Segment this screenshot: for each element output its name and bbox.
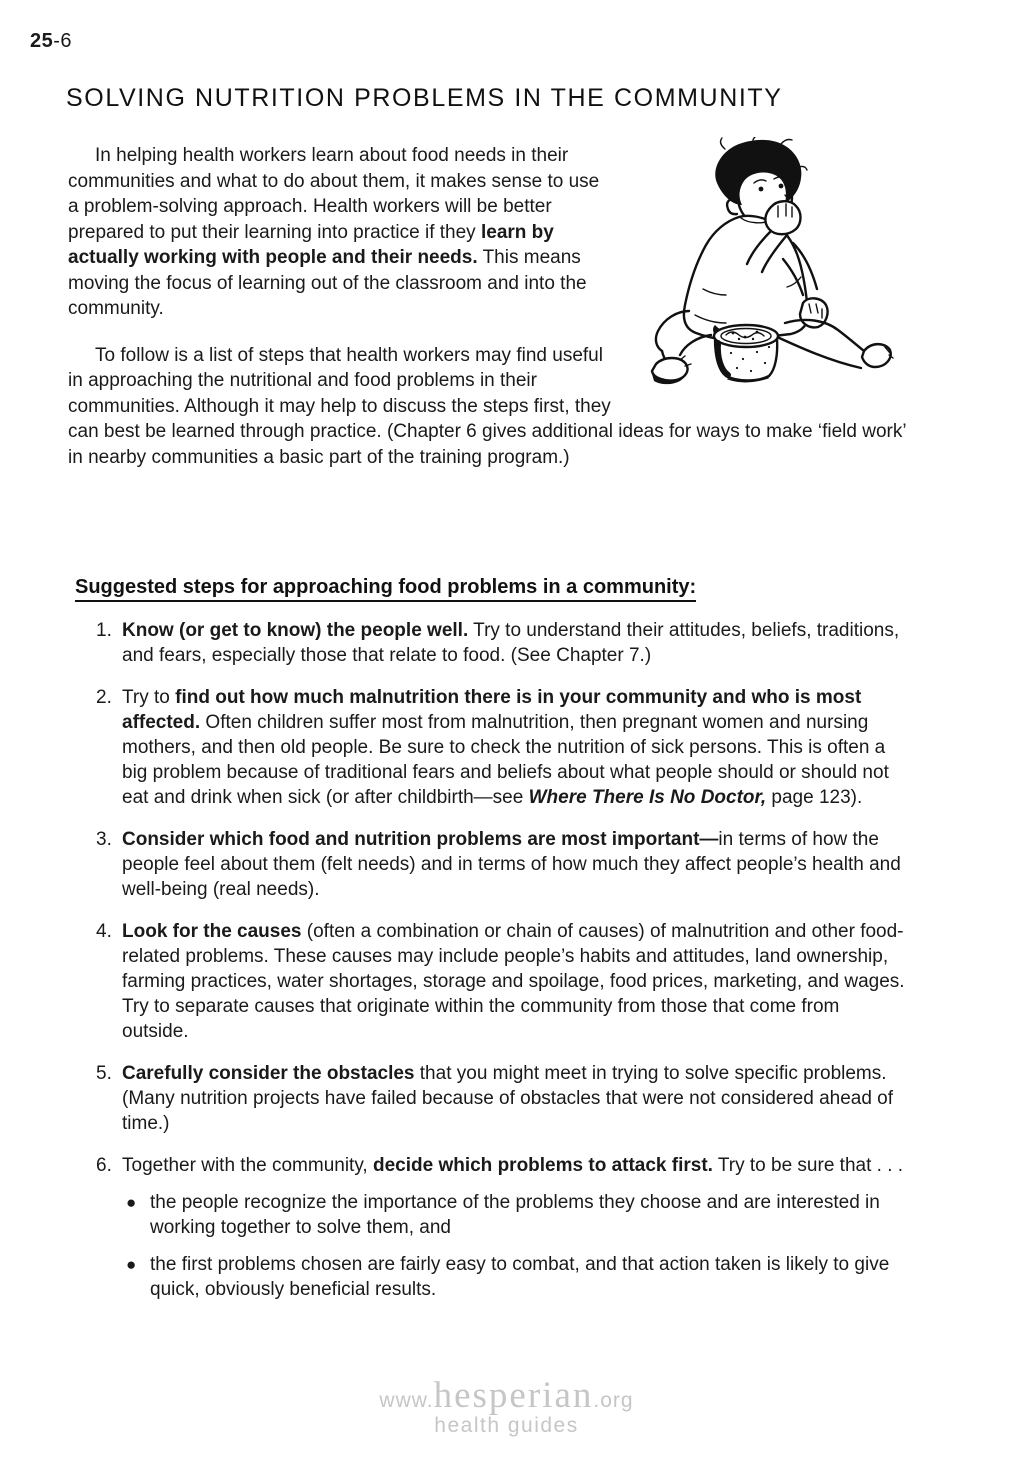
- steps-list: [96, 618, 908, 1319]
- step-number: 6.: [96, 1155, 112, 1176]
- step-text: Together with the community, decide which problems to attack first. Try to be sure that . . . ● the people recognize the importance of the problems they choose and are interested in working together to solve them, and ● the first problems chosen are fairly easy to combat, and that action taken is likely to give quick, obviously beneficial results.: [122, 1153, 908, 1302]
- step-text: Try to find out how much malnutrition there is in your community and who is most affected. Often children suffer most from malnutrition, then pregnant women and nursing mothers, and then old people. Be sure to check the nutrition of sick persons. This is often a big problem because of traditional fears and beliefs about what people should or should not eat and drink when sick (or after childbirth—see Where There Is No Doctor, page 123).: [122, 687, 889, 808]
- watermark-subtitle: health guides: [434, 1414, 579, 1437]
- intro-paragraph-1: In helping health workers learn about food needs in their communities and what to do about them, it makes sense to use a problem-solving approach. Health workers will be better prepared to put their learning into practice if they learn by actually working with people and their needs. This means moving the focus of learning out of the classroom and into the community.: [68, 145, 600, 319]
- watermark-www: www.: [379, 1389, 434, 1412]
- step-text: Look for the causes (often a combination or chain of causes) of malnutrition and other food-related problems. These causes may include people’s habits and attitudes, land ownership, farming practices, water shortages, storage and spoilage, food prices, marketing, and wages. Try to separate causes that originate within the community from those that come from outside.: [122, 921, 905, 1042]
- intro-paragraph-2: To follow is a list of steps that health workers may find useful in approaching the nutritional and food problems in their communities. Although it may help to discuss the steps first, they can best be learned through practice. (Chapter 6 gives additional ideas for ways to make ‘field work’ in nearby communities a basic part of the training program.): [68, 344, 906, 468]
- page-number-suffix: -6: [53, 30, 73, 52]
- intro-section: [68, 143, 913, 470]
- bullet-text: the people recognize the importance of the problems they choose and are interested in working together to solve them, and: [150, 1192, 880, 1238]
- bullet-item-2: [122, 1252, 908, 1302]
- hesperian-watermark: [0, 1375, 1013, 1438]
- bullet-icon: ●: [126, 1193, 137, 1212]
- bullet-text: the first problems chosen are fairly easy to combat, and that action taken is likely to give quick, obviously beneficial results.: [150, 1254, 890, 1300]
- bullet-item-1: [122, 1190, 908, 1240]
- step-number: 5.: [96, 1063, 112, 1084]
- step-item-5: [96, 1061, 908, 1136]
- step-item-6: [96, 1153, 908, 1302]
- step-item-1: [96, 618, 908, 668]
- step-item-2: [96, 685, 908, 810]
- step-text: Know (or get to know) the people well. Try to understand their attitudes, beliefs, traditions, and fears, especially those that relate to food. (See Chapter 7.): [122, 620, 900, 666]
- chapter-number: 25: [30, 30, 54, 52]
- child-eating-illustration: [633, 137, 913, 389]
- step-text: Consider which food and nutrition problems are most important—in terms of how the people feel about them (felt needs) and in terms of how much they affect people’s health and well-being (real needs).: [122, 829, 901, 900]
- step-number: 4.: [96, 921, 112, 942]
- step-number: 3.: [96, 829, 112, 850]
- step-item-4: [96, 919, 908, 1044]
- step-number: 1.: [96, 620, 112, 641]
- child-eating-illustration-svg: [633, 137, 913, 389]
- bullet-icon: ●: [126, 1255, 137, 1274]
- watermark-org: .org: [593, 1389, 634, 1412]
- watermark-brand: hesperian: [433, 1375, 594, 1416]
- section-heading: Suggested steps for approaching food problems in a community:: [75, 576, 696, 599]
- page-number: [30, 30, 72, 53]
- page-title: SOLVING NUTRITION PROBLEMS IN THE COMMUNITY: [66, 84, 783, 112]
- step-number: 2.: [96, 687, 112, 708]
- step-text: Carefully consider the obstacles that you might meet in trying to solve specific problems. (Many nutrition projects have failed because of obstacles that were not considered ahead of time.): [122, 1063, 894, 1134]
- step-item-3: [96, 827, 908, 902]
